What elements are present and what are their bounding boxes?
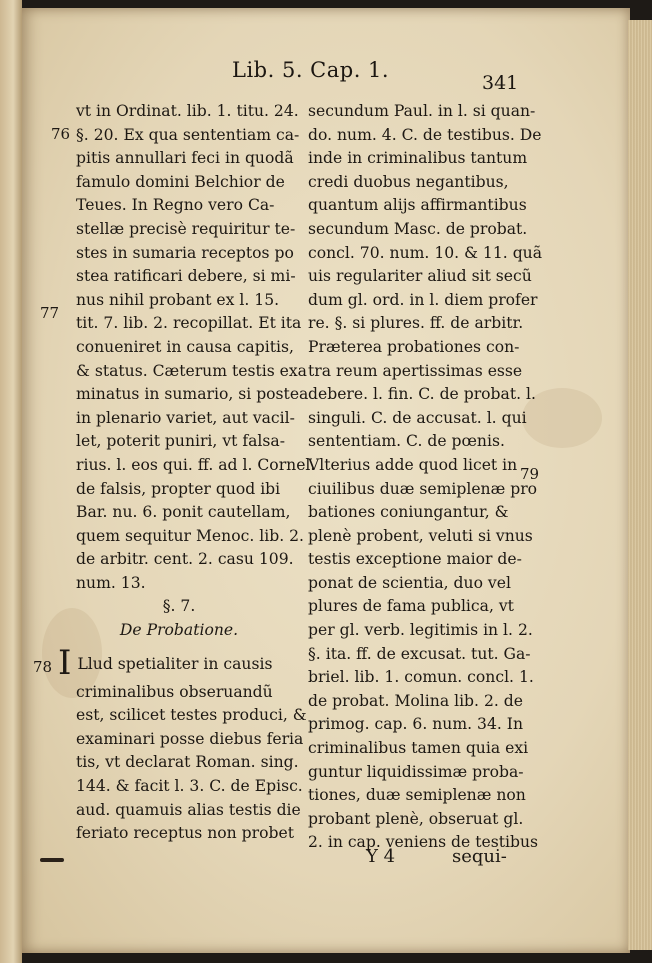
text-line: nus nihil probant ex l. 15. (76, 290, 280, 309)
text-line: est, scilicet testes produci, & (76, 706, 307, 725)
margin-number-78: 78 (33, 658, 53, 676)
text-line: secundum Masc. de probat. (308, 219, 528, 238)
text-line: conueniret in causa capitis, (76, 337, 294, 356)
page-stack-edge (628, 20, 652, 950)
text-line: in plenario variet, aut vacil- (76, 408, 295, 427)
text-line: uis regulariter aliud sit secũ (308, 267, 532, 286)
text-line: feriato receptus non probet (76, 824, 294, 843)
text-line: 144. & facit l. 3. C. de Episc. (76, 777, 303, 796)
text-line: tiones, duæ semiplenæ non (308, 786, 526, 805)
text-line: credi duobus negantibus, (308, 172, 509, 191)
text-line: briel. lib. 1. comun. concl. 1. (308, 668, 534, 687)
text-line: §. ita. ff. de excusat. tut. Ga- (308, 644, 531, 663)
text-line: testis exceptione maior de- (308, 550, 522, 569)
text-line: num. 13. (76, 573, 146, 592)
margin-number-77: 77 (40, 304, 60, 322)
running-head: Lib. 5. Cap. 1. (232, 58, 390, 82)
section-heading: De Probatione. (119, 621, 239, 640)
text-line: de falsis, propter quod ibi (76, 479, 281, 498)
text-line: vt in Ordinat. lib. 1. titu. 24. (76, 102, 299, 120)
text-line: famulo domini Belchior de (76, 172, 285, 191)
text-line: per gl. verb. legitimis in l. 2. (308, 621, 533, 640)
text-line: plenè probent, veluti si vnus (308, 526, 533, 545)
text-line: singuli. C. de accusat. l. qui (308, 408, 527, 427)
text-line: secundum Paul. in l. si quan- (308, 102, 536, 120)
text-line: stellæ precisè requiritur te- (76, 219, 296, 238)
text-line: criminalibus obseruandũ (76, 682, 273, 701)
text-line: aud. quamuis alias testis die (76, 800, 301, 819)
signature-mark: Y 4 (366, 846, 396, 867)
margin-number-76: 76 (51, 125, 71, 143)
text-line: tit. 7. lib. 2. recopillat. Et ita (76, 314, 302, 333)
text-line: Vlterius adde quod licet in (308, 455, 518, 474)
ink-dash (40, 858, 64, 862)
text-line: do. num. 4. C. de testibus. De (308, 125, 542, 144)
text-line: debere. l. fin. C. de probat. l. (308, 385, 536, 404)
text-line: concl. 70. num. 10. & 11. quã (308, 243, 543, 262)
text-line: Bar. nu. 6. ponit cautellam, (76, 503, 291, 522)
section-mark: §. 7. (162, 597, 196, 616)
text-line-drop-cap (56, 642, 302, 683)
text-line: & status. Cæterum testis exa (76, 361, 307, 380)
text-line: examinari posse diebus feria (76, 729, 304, 748)
text-line: dum gl. ord. in l. diem profer (308, 290, 538, 309)
text-line: §. 20. Ex qua sententiam ca- (76, 125, 300, 144)
text-line: tis, vt declarat Roman. sing. (76, 753, 299, 772)
text-line: Teues. In Regno vero Ca- (76, 196, 275, 215)
margin-number-79: 79 (520, 465, 540, 483)
text-line: ponat de scientia, duo vel (308, 573, 511, 592)
text-line: sententiam. C. de pœnis. (308, 432, 505, 451)
text-line: de probat. Molina lib. 2. de (308, 691, 523, 710)
page-number: 341 (482, 72, 519, 94)
text-line: stes in sumaria receptos po (76, 243, 294, 262)
left-page-edge (0, 0, 22, 963)
text-line: de arbitr. cent. 2. casu 109. (76, 550, 294, 569)
text-line: Præterea probationes con- (308, 337, 520, 356)
text-line: re. §. si plures. ff. de arbitr. (308, 314, 524, 333)
text-line: ciuilibus duæ semiplenæ pro (308, 479, 538, 498)
drop-cap: I (58, 642, 72, 683)
catchword: sequi- (452, 846, 507, 867)
text-line: tra reum apertissimas esse (308, 361, 523, 380)
text-line: let, poterit puniri, vt falsa- (76, 432, 285, 451)
text-line: probant plenè, obseruat gl. (308, 809, 524, 828)
text-line: inde in criminalibus tantum (308, 149, 528, 168)
text-line: 2. in cap. veniens de testibus (308, 833, 538, 852)
text-line: Llud spetialiter in causis (77, 654, 273, 673)
text-line: stea ratificari debere, si mi- (76, 267, 296, 286)
text-line: quantum alijs affirmantibus (308, 196, 527, 215)
text-line: criminalibus tamen quia exi (308, 739, 529, 758)
text-line: minatus in sumario, si postea (76, 385, 309, 404)
text-line: primog. cap. 6. num. 34. In (308, 715, 524, 734)
text-line: pitis annullari feci in quodã (76, 149, 294, 168)
text-line: bationes coniungantur, & (308, 503, 509, 522)
left-column (56, 100, 316, 846)
text-line: rius. l. eos qui. ff. ad l. Cornel. (76, 455, 316, 474)
text-line: plures de fama publica, vt (308, 597, 514, 616)
text-line: guntur liquidissimæ proba- (308, 762, 524, 781)
text-line: quem sequitur Menoc. lib. 2. (76, 526, 304, 545)
right-column (308, 100, 543, 855)
